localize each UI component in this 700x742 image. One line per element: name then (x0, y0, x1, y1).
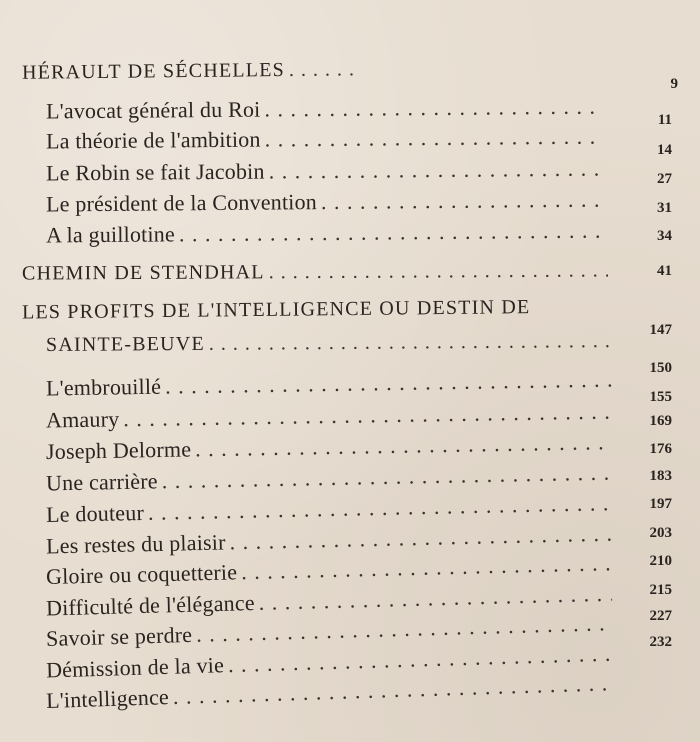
toc-entry-title: Le président de la Convention (45, 189, 318, 217)
toc-page-number: 34 (657, 228, 672, 244)
toc-entry (46, 399, 618, 434)
toc-section-title: HÉRAULT DE SÉCHELLES (21, 59, 286, 84)
toc-entry-title: L'embrouillé (45, 373, 162, 401)
toc-page-number: 9 (670, 76, 678, 92)
toc-entry (46, 156, 610, 187)
toc-page-number: 215 (649, 582, 672, 598)
toc-page-number: 11 (657, 112, 672, 128)
toc-entry-title: La théorie de l'ambition (45, 126, 261, 154)
dot-leader (289, 56, 356, 83)
toc-entry-title: L'avocat général du Roi (45, 96, 261, 124)
toc-page-number: 210 (649, 553, 672, 569)
toc-entry-title: Démission de la vie (45, 652, 225, 683)
toc-page-number: 169 (649, 413, 672, 429)
dot-leader (179, 218, 608, 248)
toc-entry-title: Une carrière (45, 468, 158, 496)
toc-page-number: 203 (649, 525, 672, 541)
dot-leader (321, 187, 606, 215)
toc-section-title: LES PROFITS DE L'INTELLIGENCE OU DESTIN DE (21, 296, 531, 324)
dot-leader (123, 399, 612, 433)
toc-page-number: 232 (649, 634, 672, 650)
dot-leader (269, 257, 608, 285)
toc-page-number: 14 (657, 142, 672, 158)
dot-leader (161, 460, 612, 495)
toc-section-herault (22, 56, 362, 86)
dot-leader (209, 328, 614, 357)
toc-page-number: 183 (649, 468, 672, 484)
toc-page-number: 176 (649, 441, 672, 457)
toc-section-title: CHEMIN DE STENDHAL (21, 261, 265, 285)
toc-entry-title: Les restes du plaisir (45, 529, 226, 559)
toc-page-number: 31 (657, 200, 672, 216)
toc-section-sainte-beuve (22, 293, 682, 326)
toc-page-number: 197 (649, 496, 672, 512)
toc-entry (46, 218, 614, 249)
toc-entry-title: L'intelligence (45, 684, 170, 713)
dot-leader (264, 94, 600, 123)
toc-section-sainte-beuve-cont (46, 328, 620, 358)
toc-entry (46, 94, 606, 125)
toc-entry-title: Savoir se perdre (45, 621, 193, 651)
toc-page-number: 227 (649, 608, 672, 624)
toc-entry-title: Gloire ou coquetterie (45, 559, 238, 589)
toc-page-number: 147 (649, 322, 672, 338)
toc-section-title: SAINTE-BEUVE (45, 332, 205, 357)
toc-page-number: 155 (649, 389, 672, 405)
dot-leader (265, 124, 603, 153)
toc-entry (46, 187, 612, 218)
toc-section-stendhal (22, 257, 614, 286)
dot-leader (195, 429, 612, 462)
toc-entry-title: Difficulté de l'élégance (45, 590, 256, 621)
toc-page-number: 27 (657, 171, 672, 187)
dot-leader (269, 156, 605, 185)
toc-entry (46, 124, 608, 155)
toc-entry (46, 429, 618, 465)
toc-entry-title: Le douteur (45, 499, 145, 527)
toc-entry-title: Joseph Delorme (45, 436, 192, 464)
dot-leader (229, 521, 612, 556)
dot-leader (148, 490, 613, 526)
toc-entry-title: Le Robin se fait Jacobin (45, 158, 265, 186)
dot-leader (241, 550, 612, 585)
toc-entry (46, 367, 618, 402)
toc-page-number: 150 (649, 360, 672, 376)
toc-page-number: 41 (657, 263, 672, 279)
toc-entry-title: A la guillotine (45, 221, 176, 248)
dot-leader (165, 367, 612, 400)
toc-entry-title: Amaury (45, 406, 120, 433)
